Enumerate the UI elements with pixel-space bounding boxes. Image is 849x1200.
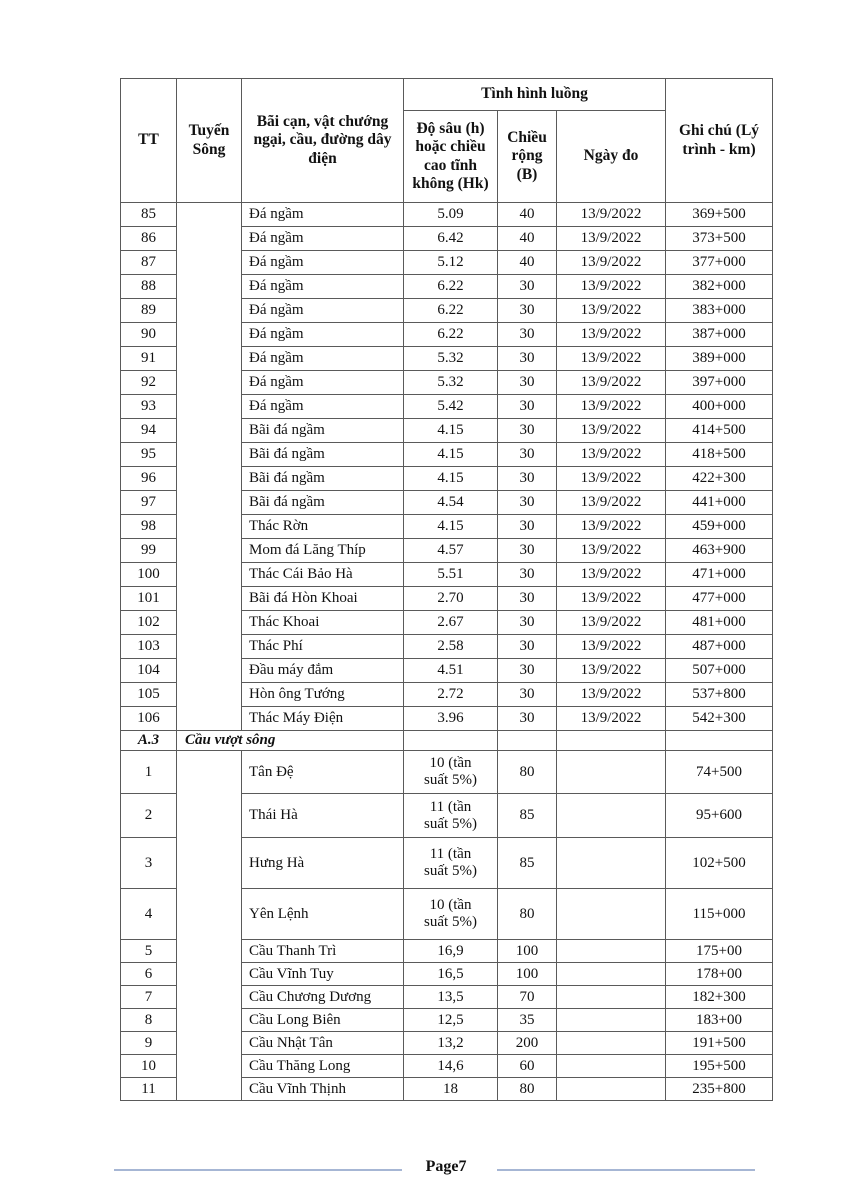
header-row-group [121,79,773,111]
cell-obstacle-name: Đá ngầm [242,227,404,251]
header-tt: TT [121,79,177,203]
cell-date [557,751,666,794]
cell-note: 191+500 [666,1032,773,1055]
cell-note: 182+300 [666,986,773,1009]
cell-width: 30 [498,635,557,659]
cell-obstacle-name: Cầu Chương Dương [242,986,404,1009]
cell-tt: 87 [121,251,177,275]
cell-width: 30 [498,587,557,611]
cell-depth: 4.15 [404,515,498,539]
channel-conditions-table [120,78,773,1101]
cell-note: 175+00 [666,940,773,963]
table-row [121,751,773,794]
cell-date [557,986,666,1009]
cell-obstacle-name: Bãi đá ngầm [242,467,404,491]
cell-date: 13/9/2022 [557,563,666,587]
cell-date: 13/9/2022 [557,395,666,419]
empty-cell [498,731,557,751]
cell-depth: 6.22 [404,323,498,347]
section-body [121,731,773,751]
cell-width: 30 [498,299,557,323]
cell-date: 13/9/2022 [557,467,666,491]
empty-cell [666,731,773,751]
cell-width: 30 [498,419,557,443]
table-header [121,79,773,203]
cell-tt: 91 [121,347,177,371]
cell-date: 13/9/2022 [557,203,666,227]
cell-tt: 94 [121,419,177,443]
cell-note: 115+000 [666,889,773,940]
cell-tt: 103 [121,635,177,659]
header-date: Ngày đo [557,111,666,203]
cell-date: 13/9/2022 [557,275,666,299]
cell-width: 30 [498,467,557,491]
footer-rule-right [497,1169,755,1171]
cell-date: 13/9/2022 [557,707,666,731]
cell-tt: 85 [121,203,177,227]
cell-note: 400+000 [666,395,773,419]
cell-date: 13/9/2022 [557,635,666,659]
cell-date [557,1009,666,1032]
cell-width: 40 [498,251,557,275]
cell-obstacle-name: Bãi đá Hòn Khoai [242,587,404,611]
cell-date: 13/9/2022 [557,371,666,395]
cell-width: 30 [498,371,557,395]
cell-note: 389+000 [666,347,773,371]
cell-obstacle-name: Đá ngầm [242,203,404,227]
cell-note: 422+300 [666,467,773,491]
cell-note: 382+000 [666,275,773,299]
cell-date [557,963,666,986]
cell-obstacle-name: Đá ngầm [242,323,404,347]
cell-depth: 12,5 [404,1009,498,1032]
cell-obstacle-name: Cầu Nhật Tân [242,1032,404,1055]
cell-note: 397+000 [666,371,773,395]
cell-width: 100 [498,940,557,963]
cell-note: 235+800 [666,1078,773,1101]
cell-tt: 11 [121,1078,177,1101]
cell-depth: 5.51 [404,563,498,587]
table-row [121,203,773,227]
cell-depth: 6.42 [404,227,498,251]
cell-width: 30 [498,611,557,635]
cell-tt: 88 [121,275,177,299]
cell-date: 13/9/2022 [557,683,666,707]
cell-width: 30 [498,683,557,707]
cell-tt: 7 [121,986,177,1009]
cell-width: 30 [498,395,557,419]
cell-obstacle-name: Đá ngầm [242,347,404,371]
cell-tt: 4 [121,889,177,940]
cell-date: 13/9/2022 [557,539,666,563]
cell-depth: 13,5 [404,986,498,1009]
cell-width: 80 [498,889,557,940]
cell-depth: 11 (tần suất 5%) [404,838,498,889]
cell-obstacle-name: Bãi đá ngầm [242,443,404,467]
cell-note: 481+000 [666,611,773,635]
cell-obstacle-name: Yên Lệnh [242,889,404,940]
cell-depth: 16,9 [404,940,498,963]
cell-date: 13/9/2022 [557,443,666,467]
header-route: Tuyến Sông [177,79,242,203]
cell-obstacle-name: Cầu Thanh Trì [242,940,404,963]
cell-date: 13/9/2022 [557,347,666,371]
cell-note: 537+800 [666,683,773,707]
page-number: Page7 [425,1158,467,1175]
cell-note: 507+000 [666,659,773,683]
cell-tt: 8 [121,1009,177,1032]
cell-date [557,1055,666,1078]
empty-cell [557,731,666,751]
cell-width: 85 [498,838,557,889]
cell-date: 13/9/2022 [557,299,666,323]
cell-date: 13/9/2022 [557,515,666,539]
cell-note: 459+000 [666,515,773,539]
cell-obstacle-name: Đá ngầm [242,299,404,323]
cell-obstacle-name: Đá ngầm [242,395,404,419]
cell-obstacle-name: Thác Máy Điện [242,707,404,731]
cell-note: 102+500 [666,838,773,889]
cell-depth: 2.70 [404,587,498,611]
cell-obstacle-name: Đá ngầm [242,275,404,299]
cell-depth: 4.51 [404,659,498,683]
cell-date: 13/9/2022 [557,251,666,275]
cell-depth: 5.32 [404,371,498,395]
cell-depth: 2.58 [404,635,498,659]
cell-width: 30 [498,275,557,299]
cell-depth: 10 (tần suất 5%) [404,889,498,940]
cell-note: 183+00 [666,1009,773,1032]
cell-tt: 2 [121,794,177,838]
cell-tt: 10 [121,1055,177,1078]
cell-width: 100 [498,963,557,986]
cell-note: 471+000 [666,563,773,587]
cell-note: 369+500 [666,203,773,227]
cell-obstacle-name: Thác Cái Bảo Hà [242,563,404,587]
cell-note: 477+000 [666,587,773,611]
cell-tt: 105 [121,683,177,707]
cell-depth: 13,2 [404,1032,498,1055]
cell-obstacle-name: Tân Đệ [242,751,404,794]
cell-obstacle-name: Mom đá Lăng Thíp [242,539,404,563]
cell-tt: 5 [121,940,177,963]
section-row [121,731,773,751]
cell-width: 30 [498,659,557,683]
cell-depth: 3.96 [404,707,498,731]
cell-depth: 5.32 [404,347,498,371]
cell-depth: 4.54 [404,491,498,515]
cell-obstacle-name: Hòn ông Tướng [242,683,404,707]
cell-note: 383+000 [666,299,773,323]
cell-note: 387+000 [666,323,773,347]
cell-depth: 4.15 [404,443,498,467]
cell-date: 13/9/2022 [557,659,666,683]
cell-date: 13/9/2022 [557,323,666,347]
cell-width: 30 [498,323,557,347]
cell-width: 30 [498,347,557,371]
cell-note: 373+500 [666,227,773,251]
cell-note: 487+000 [666,635,773,659]
cell-note: 414+500 [666,419,773,443]
cell-obstacle-name: Hưng Hà [242,838,404,889]
cell-note: 418+500 [666,443,773,467]
cell-depth: 6.22 [404,275,498,299]
cell-depth: 5.42 [404,395,498,419]
cell-tt: 104 [121,659,177,683]
cell-tt: 97 [121,491,177,515]
cell-tt: 98 [121,515,177,539]
cell-note: 178+00 [666,963,773,986]
cell-date: 13/9/2022 [557,587,666,611]
cell-date: 13/9/2022 [557,227,666,251]
cell-width: 30 [498,515,557,539]
cell-depth: 6.22 [404,299,498,323]
cell-tt: 9 [121,1032,177,1055]
cell-tt: 93 [121,395,177,419]
cell-obstacle-name: Cầu Thăng Long [242,1055,404,1078]
cell-tt: 101 [121,587,177,611]
cell-depth: 2.72 [404,683,498,707]
cell-route-merged [177,751,242,1101]
cell-width: 40 [498,227,557,251]
header-depth: Độ sâu (h) hoặc chiều cao tĩnh không (Hk) [404,111,498,203]
cell-date [557,1078,666,1101]
cell-tt: 90 [121,323,177,347]
cell-depth: 5.12 [404,251,498,275]
cell-obstacle-name: Đầu máy đắm [242,659,404,683]
cell-route-merged [177,203,242,731]
header-channel-group: Tình hình luồng [404,79,666,111]
footer-rule-left [114,1169,402,1171]
header-note: Ghi chú (Lý trình - km) [666,79,773,203]
cell-depth: 4.57 [404,539,498,563]
cell-depth: 4.15 [404,419,498,443]
cell-depth: 4.15 [404,467,498,491]
section-title: Cầu vượt sông [177,731,404,751]
cell-obstacle-name: Đá ngầm [242,371,404,395]
cell-date [557,940,666,963]
cell-width: 35 [498,1009,557,1032]
cell-obstacle-name: Cầu Vĩnh Thịnh [242,1078,404,1101]
cell-tt: 6 [121,963,177,986]
cell-obstacle-name: Thái Hà [242,794,404,838]
cell-obstacle-name: Bãi đá ngầm [242,491,404,515]
cell-width: 30 [498,491,557,515]
cell-obstacle-name: Thác Khoai [242,611,404,635]
cell-tt: 89 [121,299,177,323]
cell-width: 80 [498,751,557,794]
cell-width: 60 [498,1055,557,1078]
cell-tt: 1 [121,751,177,794]
cell-tt: 100 [121,563,177,587]
cell-date [557,889,666,940]
cell-depth: 5.09 [404,203,498,227]
header-obstacle: Bãi cạn, vật chướng ngại, cầu, đường dây điện [242,79,404,203]
cell-obstacle-name: Cầu Long Biên [242,1009,404,1032]
cell-depth: 16,5 [404,963,498,986]
cell-tt: 92 [121,371,177,395]
cell-note: 441+000 [666,491,773,515]
cell-width: 30 [498,707,557,731]
cell-date [557,794,666,838]
cell-tt: 3 [121,838,177,889]
cell-note: 195+500 [666,1055,773,1078]
cell-width: 85 [498,794,557,838]
cell-depth: 18 [404,1078,498,1101]
cell-note: 74+500 [666,751,773,794]
cell-depth: 2.67 [404,611,498,635]
cell-note: 542+300 [666,707,773,731]
cell-depth: 14,6 [404,1055,498,1078]
cell-note: 463+900 [666,539,773,563]
header-width: Chiều rộng (B) [498,111,557,203]
cell-width: 200 [498,1032,557,1055]
cell-obstacle-name: Thác Rờn [242,515,404,539]
cell-width: 40 [498,203,557,227]
cell-tt: 95 [121,443,177,467]
cell-date [557,838,666,889]
cell-tt: 102 [121,611,177,635]
cell-depth: 10 (tần suất 5%) [404,751,498,794]
empty-cell [404,731,498,751]
cell-note: 377+000 [666,251,773,275]
cell-date: 13/9/2022 [557,611,666,635]
cell-obstacle-name: Bãi đá ngầm [242,419,404,443]
cell-obstacle-name: Thác Phí [242,635,404,659]
cell-date: 13/9/2022 [557,419,666,443]
cell-width: 80 [498,1078,557,1101]
shoal-rows-body [121,203,773,731]
cell-width: 30 [498,539,557,563]
cell-obstacle-name: Đá ngầm [242,251,404,275]
cell-tt: 96 [121,467,177,491]
cell-width: 70 [498,986,557,1009]
cell-tt: 106 [121,707,177,731]
cell-note: 95+600 [666,794,773,838]
cell-width: 30 [498,443,557,467]
cell-depth: 11 (tần suất 5%) [404,794,498,838]
cell-tt: 86 [121,227,177,251]
bridge-rows-body [121,751,773,1101]
cell-width: 30 [498,563,557,587]
cell-obstacle-name: Cầu Vĩnh Tuy [242,963,404,986]
cell-date: 13/9/2022 [557,491,666,515]
cell-date [557,1032,666,1055]
cell-tt: 99 [121,539,177,563]
section-number: A.3 [121,731,177,751]
